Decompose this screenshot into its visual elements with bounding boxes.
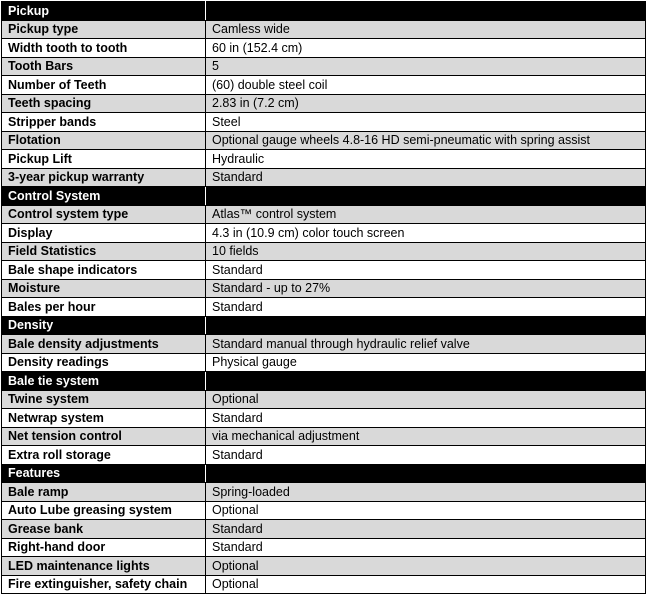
section-title: Pickup xyxy=(2,2,206,21)
row-label: Display xyxy=(2,224,206,243)
table-row xyxy=(2,150,646,169)
row-value: Standard xyxy=(206,520,646,539)
table-row xyxy=(2,520,646,539)
row-label: Stripper bands xyxy=(2,113,206,132)
table-row xyxy=(2,390,646,409)
section-header-blank xyxy=(206,187,646,206)
row-label: Number of Teeth xyxy=(2,76,206,95)
row-label: Bale shape indicators xyxy=(2,261,206,280)
section-header-blank xyxy=(206,316,646,335)
table-row xyxy=(2,557,646,576)
row-label: Control system type xyxy=(2,205,206,224)
table-row xyxy=(2,575,646,594)
row-value: Standard xyxy=(206,298,646,317)
section-header-control-system xyxy=(2,187,646,206)
row-label: Pickup type xyxy=(2,20,206,39)
row-value: Standard xyxy=(206,168,646,187)
table-row xyxy=(2,39,646,58)
row-label: Bales per hour xyxy=(2,298,206,317)
row-value: via mechanical adjustment xyxy=(206,427,646,446)
row-label: Bale ramp xyxy=(2,483,206,502)
section-title: Density xyxy=(2,316,206,335)
table-row xyxy=(2,242,646,261)
section-title: Bale tie system xyxy=(2,372,206,391)
row-value: (60) double steel coil xyxy=(206,76,646,95)
row-label: Right-hand door xyxy=(2,538,206,557)
row-value: Standard manual through hydraulic relief valve xyxy=(206,335,646,354)
table-row xyxy=(2,409,646,428)
row-value: Standard xyxy=(206,409,646,428)
table-row xyxy=(2,298,646,317)
row-label: Net tension control xyxy=(2,427,206,446)
row-value: Standard xyxy=(206,446,646,465)
row-label: Density readings xyxy=(2,353,206,372)
row-value: 2.83 in (7.2 cm) xyxy=(206,94,646,113)
row-value: Physical gauge xyxy=(206,353,646,372)
row-value: Hydraulic xyxy=(206,150,646,169)
table-row xyxy=(2,131,646,150)
table-row xyxy=(2,205,646,224)
row-value: Standard xyxy=(206,538,646,557)
table-row xyxy=(2,76,646,95)
row-value: Camless wide xyxy=(206,20,646,39)
row-value: Optional xyxy=(206,501,646,520)
section-header-features xyxy=(2,464,646,483)
row-value: Standard - up to 27% xyxy=(206,279,646,298)
row-label: Width tooth to tooth xyxy=(2,39,206,58)
table-row xyxy=(2,279,646,298)
section-header-pickup xyxy=(2,2,646,21)
row-label: Grease bank xyxy=(2,520,206,539)
row-label: Teeth spacing xyxy=(2,94,206,113)
table-row xyxy=(2,335,646,354)
spec-table xyxy=(1,1,646,594)
section-header-blank xyxy=(206,464,646,483)
row-label: 3-year pickup warranty xyxy=(2,168,206,187)
section-title: Features xyxy=(2,464,206,483)
section-header-density xyxy=(2,316,646,335)
row-label: Bale density adjustments xyxy=(2,335,206,354)
section-title: Control System xyxy=(2,187,206,206)
row-label: Tooth Bars xyxy=(2,57,206,76)
row-value: Spring-loaded xyxy=(206,483,646,502)
row-label: Extra roll storage xyxy=(2,446,206,465)
row-value: 10 fields xyxy=(206,242,646,261)
section-header-blank xyxy=(206,372,646,391)
table-row xyxy=(2,57,646,76)
table-row xyxy=(2,20,646,39)
row-label: LED maintenance lights xyxy=(2,557,206,576)
row-label: Fire extinguisher, safety chain xyxy=(2,575,206,594)
row-value: 5 xyxy=(206,57,646,76)
row-label: Moisture xyxy=(2,279,206,298)
row-value: Optional xyxy=(206,390,646,409)
table-row xyxy=(2,94,646,113)
table-row xyxy=(2,168,646,187)
section-header-bale-tie-system xyxy=(2,372,646,391)
row-value: 60 in (152.4 cm) xyxy=(206,39,646,58)
row-value: Optional gauge wheels 4.8-16 HD semi-pneumatic with spring assist xyxy=(206,131,646,150)
table-row xyxy=(2,224,646,243)
table-row xyxy=(2,483,646,502)
row-value: Standard xyxy=(206,261,646,280)
row-value: Optional xyxy=(206,557,646,576)
row-value: Optional xyxy=(206,575,646,594)
table-row xyxy=(2,113,646,132)
row-label: Netwrap system xyxy=(2,409,206,428)
table-row xyxy=(2,427,646,446)
row-label: Auto Lube greasing system xyxy=(2,501,206,520)
table-row xyxy=(2,446,646,465)
table-row xyxy=(2,538,646,557)
row-value: 4.3 in (10.9 cm) color touch screen xyxy=(206,224,646,243)
table-row xyxy=(2,501,646,520)
row-label: Field Statistics xyxy=(2,242,206,261)
row-value: Atlas™ control system xyxy=(206,205,646,224)
row-value: Steel xyxy=(206,113,646,132)
table-row xyxy=(2,261,646,280)
spec-table-body xyxy=(2,2,646,594)
table-row xyxy=(2,353,646,372)
row-label: Twine system xyxy=(2,390,206,409)
section-header-blank xyxy=(206,2,646,21)
row-label: Flotation xyxy=(2,131,206,150)
row-label: Pickup Lift xyxy=(2,150,206,169)
